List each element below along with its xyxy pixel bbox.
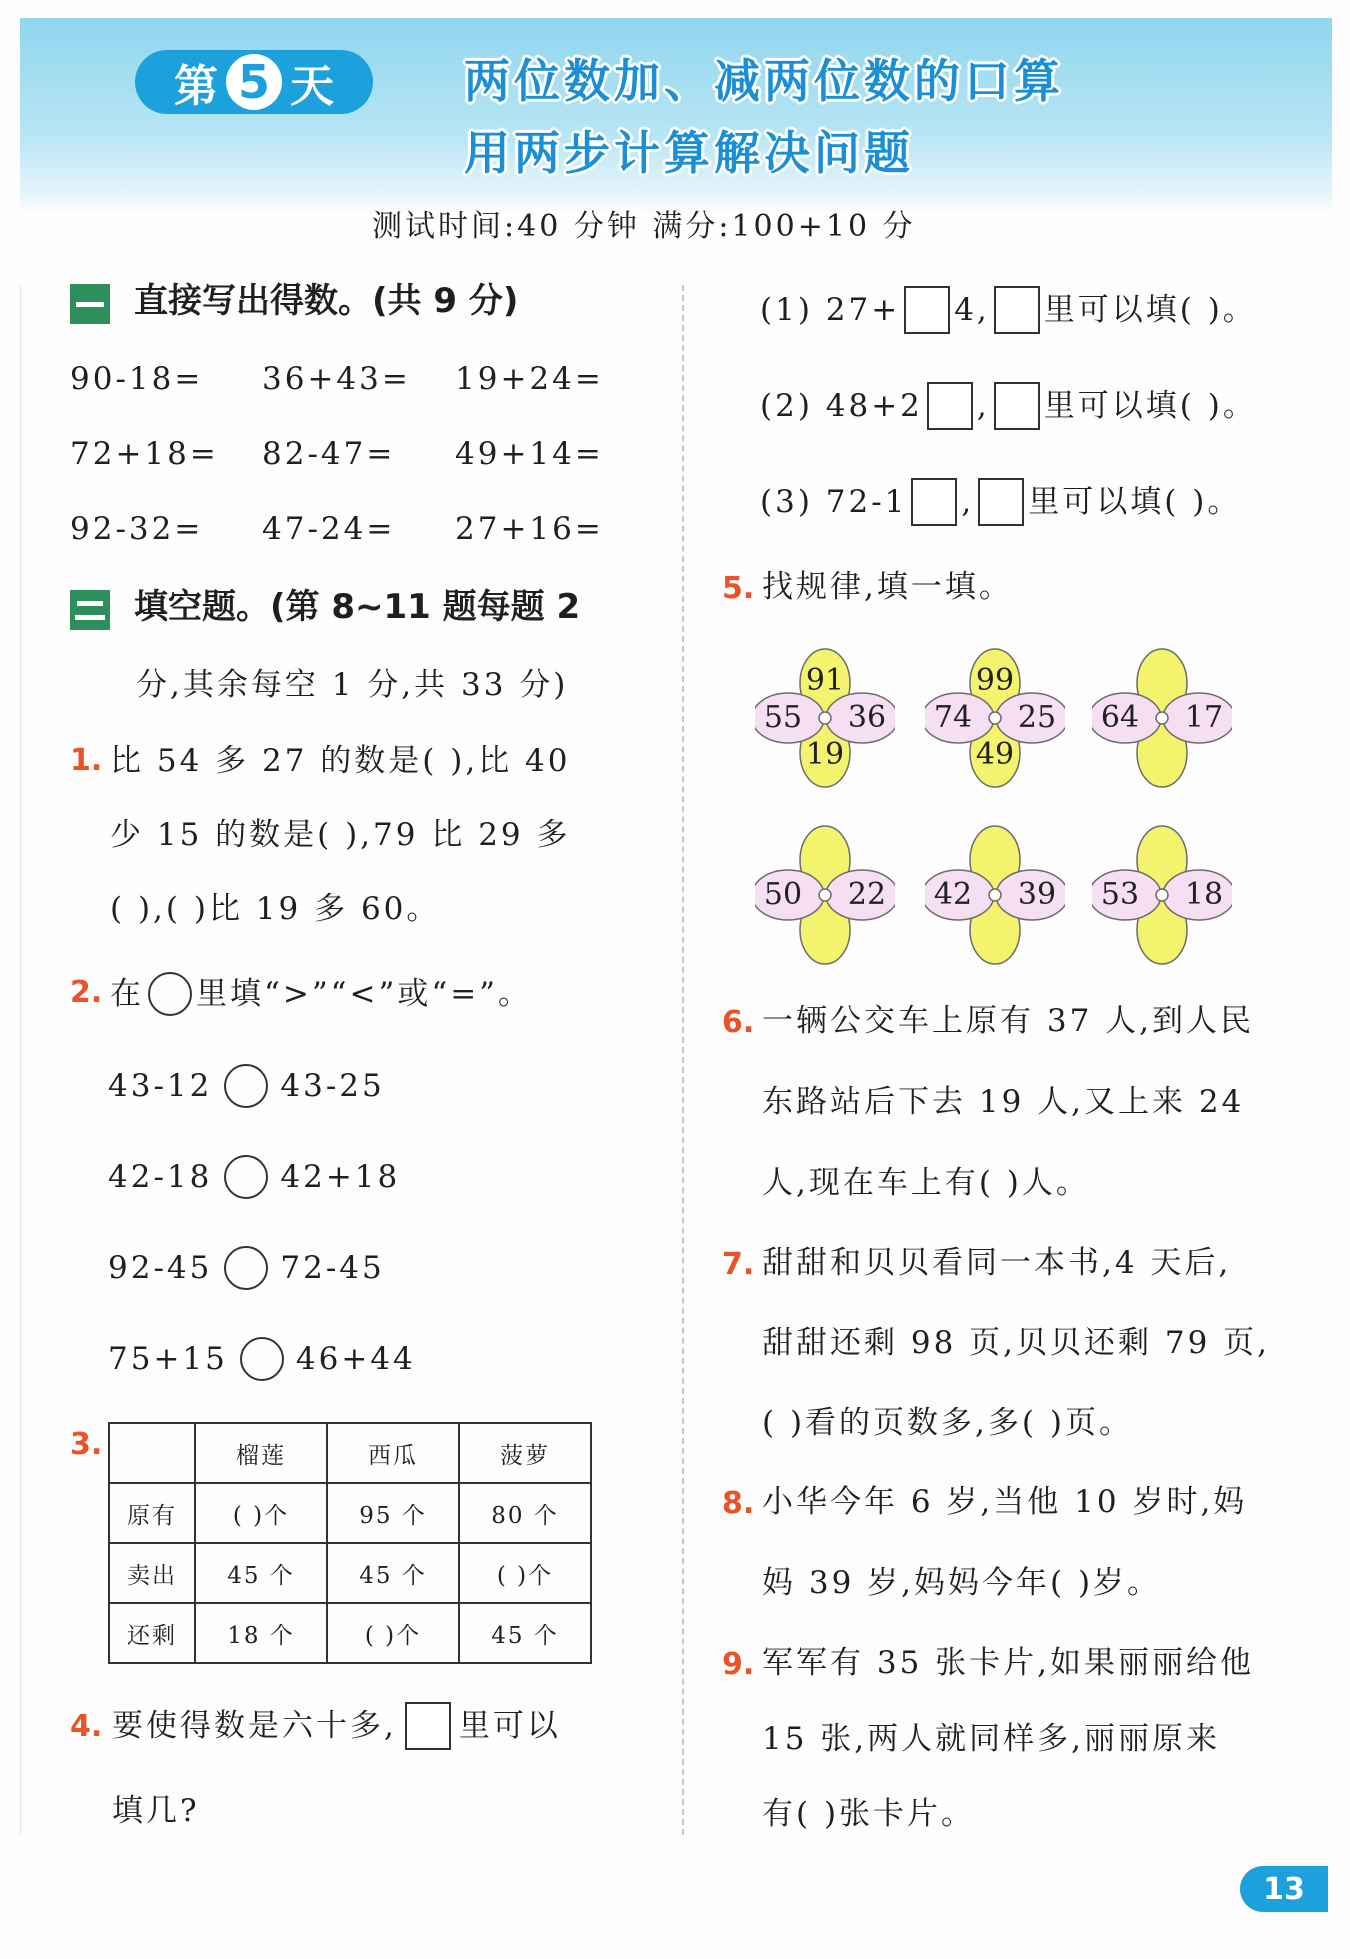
- q4-sub-tail: 里可以填( )。: [1028, 483, 1242, 520]
- flower-number-left: 64: [1100, 700, 1140, 735]
- answer-box[interactable]: [994, 382, 1040, 430]
- day-number: 5: [226, 54, 282, 110]
- compare-right: 72-45: [280, 1249, 385, 1286]
- flower-4: [755, 825, 895, 965]
- q6-line3: 人,现在车上有( )人。: [762, 1165, 1090, 1201]
- table-row: [109, 1483, 591, 1543]
- q8-number: 8.: [722, 1486, 755, 1521]
- q4-sub-mid: 4,: [954, 291, 990, 328]
- table-header-cell: 西瓜: [327, 1423, 459, 1483]
- flower-number-left: 74: [933, 700, 973, 735]
- answer-box[interactable]: [978, 478, 1024, 526]
- section1-green-icon: [70, 284, 110, 324]
- q4-sub-3: [760, 478, 1241, 526]
- compare-left: 42-18: [108, 1158, 213, 1195]
- table-cell: 45 个: [327, 1543, 459, 1603]
- q5-number: 5.: [722, 571, 755, 606]
- q6-number: 6.: [722, 1005, 755, 1040]
- q4-sub-label: (2) 48+2: [760, 387, 923, 424]
- table-row: [109, 1603, 591, 1663]
- flower-center: [989, 712, 1001, 724]
- q4-sub-label: (1) 27+: [760, 291, 901, 328]
- flower-number-right: 22: [847, 877, 887, 912]
- oral-calc-9: 27+16=: [455, 511, 604, 547]
- page-title-line2: 用两步计算解决问题: [464, 126, 914, 180]
- table-cell: 45 个: [459, 1603, 591, 1663]
- flower-number-left: 55: [763, 700, 803, 735]
- q2-number: 2.: [70, 975, 103, 1010]
- q4-sub-mid: ,: [976, 387, 990, 424]
- flower-number-left: 53: [1100, 877, 1140, 912]
- oral-calc-3: 19+24=: [455, 361, 604, 397]
- q4-sub-label: (3) 72-1: [760, 483, 908, 520]
- q4-line1-a: 要使得数是六十多,: [112, 1707, 397, 1744]
- page-title-line1: 两位数加、减两位数的口算: [464, 54, 1064, 108]
- table-header-row: [109, 1423, 591, 1483]
- oral-calc-7: 92-32=: [70, 511, 204, 547]
- q2-prompt-b: 里填“>”“<”或“=”。: [196, 975, 533, 1012]
- flower-3: [1092, 648, 1232, 788]
- oral-calc-5: 82-47=: [262, 436, 396, 472]
- flower-number-bottom: 19: [805, 737, 845, 772]
- compare-right: 42+18: [280, 1158, 401, 1195]
- compare-right: 43-25: [280, 1067, 385, 1104]
- section1-heading: 直接写出得数。(共 9 分): [134, 281, 519, 321]
- day-suffix: 天: [290, 61, 334, 112]
- q1-line3: ( ),( )比 19 多 60。: [110, 891, 441, 927]
- oral-calc-8: 47-24=: [262, 511, 396, 547]
- q4-sub-mid: ,: [961, 483, 975, 520]
- oral-calc-4: 72+18=: [70, 436, 219, 472]
- table-cell[interactable]: ( )个: [327, 1603, 459, 1663]
- answer-box[interactable]: [911, 478, 957, 526]
- column-divider: [682, 285, 684, 1835]
- compare-circle[interactable]: [224, 1246, 268, 1290]
- compare-left: 92-45: [108, 1249, 213, 1286]
- q4-sub-tail: 里可以填( )。: [1043, 387, 1257, 424]
- q6-line1: 一辆公交车上原有 37 人,到人民: [762, 1003, 1255, 1039]
- flower-number-right: 17: [1184, 700, 1224, 735]
- table-row-label: 还剩: [109, 1603, 195, 1663]
- flower-number-left: 50: [763, 877, 803, 912]
- answer-box[interactable]: [927, 382, 973, 430]
- q4-sub-2: [760, 382, 1257, 430]
- q7-line3: ( )看的页数多,多( )页。: [762, 1405, 1133, 1441]
- compare-circle[interactable]: [224, 1064, 268, 1108]
- flower-number-top: 91: [805, 663, 845, 698]
- q9-line1: 军军有 35 张卡片,如果丽丽给他: [762, 1645, 1255, 1681]
- compare-circle[interactable]: [240, 1337, 284, 1381]
- q4-line2: 填几?: [112, 1793, 200, 1829]
- q1-line1: 比 54 多 27 的数是( ),比 40: [110, 743, 571, 779]
- table-cell: 18 个: [195, 1603, 327, 1663]
- q3-number: 3.: [70, 1427, 103, 1462]
- compare-row-3: [108, 1246, 385, 1290]
- q6-line2: 东路站后下去 19 人,又上来 24: [762, 1084, 1245, 1120]
- q2-prompt: [110, 972, 532, 1016]
- q8-line1: 小华今年 6 岁,当他 10 岁时,妈: [762, 1484, 1248, 1520]
- section2-heading: 填空题。(第 8~11 题每题 2: [134, 587, 581, 627]
- q5-prompt: 找规律,填一填。: [762, 569, 1013, 605]
- fruit-table: [108, 1422, 592, 1664]
- table-cell[interactable]: ( )个: [195, 1483, 327, 1543]
- table-cell: 80 个: [459, 1483, 591, 1543]
- compare-left: 43-12: [108, 1067, 213, 1104]
- table-cell: 45 个: [195, 1543, 327, 1603]
- day-badge: [135, 50, 373, 114]
- flower-number-right: 18: [1184, 877, 1224, 912]
- table-header-cell: 榴莲: [195, 1423, 327, 1483]
- q4-line1: [112, 1702, 561, 1750]
- q2-prompt-a: 在: [110, 975, 144, 1012]
- compare-row-2: [108, 1155, 400, 1199]
- q7-number: 7.: [722, 1247, 755, 1282]
- q2-prompt-circle-icon: [148, 972, 192, 1016]
- compare-circle[interactable]: [224, 1155, 268, 1199]
- table-row-label: 原有: [109, 1483, 195, 1543]
- answer-box[interactable]: [904, 286, 950, 334]
- section2-heading-line2: 分,其余每空 1 分,共 33 分): [136, 667, 569, 703]
- q4-sub-1: [760, 286, 1257, 334]
- compare-right: 46+44: [295, 1340, 416, 1377]
- answer-box[interactable]: [405, 1702, 451, 1750]
- oral-calc-1: 90-18=: [70, 361, 204, 397]
- flower-number-right: 39: [1017, 877, 1057, 912]
- flower-number-left: 42: [933, 877, 973, 912]
- q8-line2: 妈 39 岁,妈妈今年( )岁。: [762, 1565, 1162, 1601]
- flower-number-right: 36: [847, 700, 887, 735]
- q1-line2: 少 15 的数是( ),79 比 29 多: [110, 817, 571, 853]
- left-margin-line: [20, 285, 21, 1835]
- q1-number: 1.: [70, 743, 103, 778]
- table-cell: 95 个: [327, 1483, 459, 1543]
- flower-number-right: 25: [1017, 700, 1057, 735]
- flower-number-top: 99: [975, 663, 1015, 698]
- flower-6: [1092, 825, 1232, 965]
- q7-line2: 甜甜还剩 98 页,贝贝还剩 79 页,: [762, 1325, 1271, 1361]
- section2-green-icon: [70, 590, 110, 630]
- q4-line1-b: 里可以: [458, 1707, 561, 1744]
- flower-number-bottom: 49: [975, 737, 1015, 772]
- compare-row-4: [108, 1337, 416, 1381]
- page-number: 13: [1240, 1866, 1328, 1912]
- compare-row-1: [108, 1064, 385, 1108]
- oral-calc-6: 49+14=: [455, 436, 604, 472]
- q7-line1: 甜甜和贝贝看同一本书,4 天后,: [762, 1245, 1232, 1281]
- q4-sub-tail: 里可以填( )。: [1043, 291, 1257, 328]
- flower-1: [755, 648, 895, 788]
- q9-number: 9.: [722, 1647, 755, 1682]
- day-prefix: 第: [174, 61, 218, 112]
- table-header-cell: [109, 1423, 195, 1483]
- flower-center: [1156, 712, 1168, 724]
- flower-center: [819, 889, 831, 901]
- test-info: 测试时间:40 分钟 满分:100+10 分: [372, 209, 916, 244]
- flower-2: [925, 648, 1065, 788]
- q9-line2: 15 张,两人就同样多,丽丽原来: [762, 1721, 1221, 1757]
- table-row: [109, 1543, 591, 1603]
- table-row-label: 卖出: [109, 1543, 195, 1603]
- table-header-cell: 菠萝: [459, 1423, 591, 1483]
- answer-box[interactable]: [994, 286, 1040, 334]
- q9-line3: 有( )张卡片。: [762, 1796, 976, 1832]
- header-band: [20, 18, 1332, 213]
- flower-5: [925, 825, 1065, 965]
- flower-center: [819, 712, 831, 724]
- flower-center: [1156, 889, 1168, 901]
- q4-number: 4.: [70, 1709, 103, 1744]
- oral-calc-2: 36+43=: [262, 361, 411, 397]
- compare-left: 75+15: [108, 1340, 228, 1377]
- flower-center: [989, 889, 1001, 901]
- table-cell[interactable]: ( )个: [459, 1543, 591, 1603]
